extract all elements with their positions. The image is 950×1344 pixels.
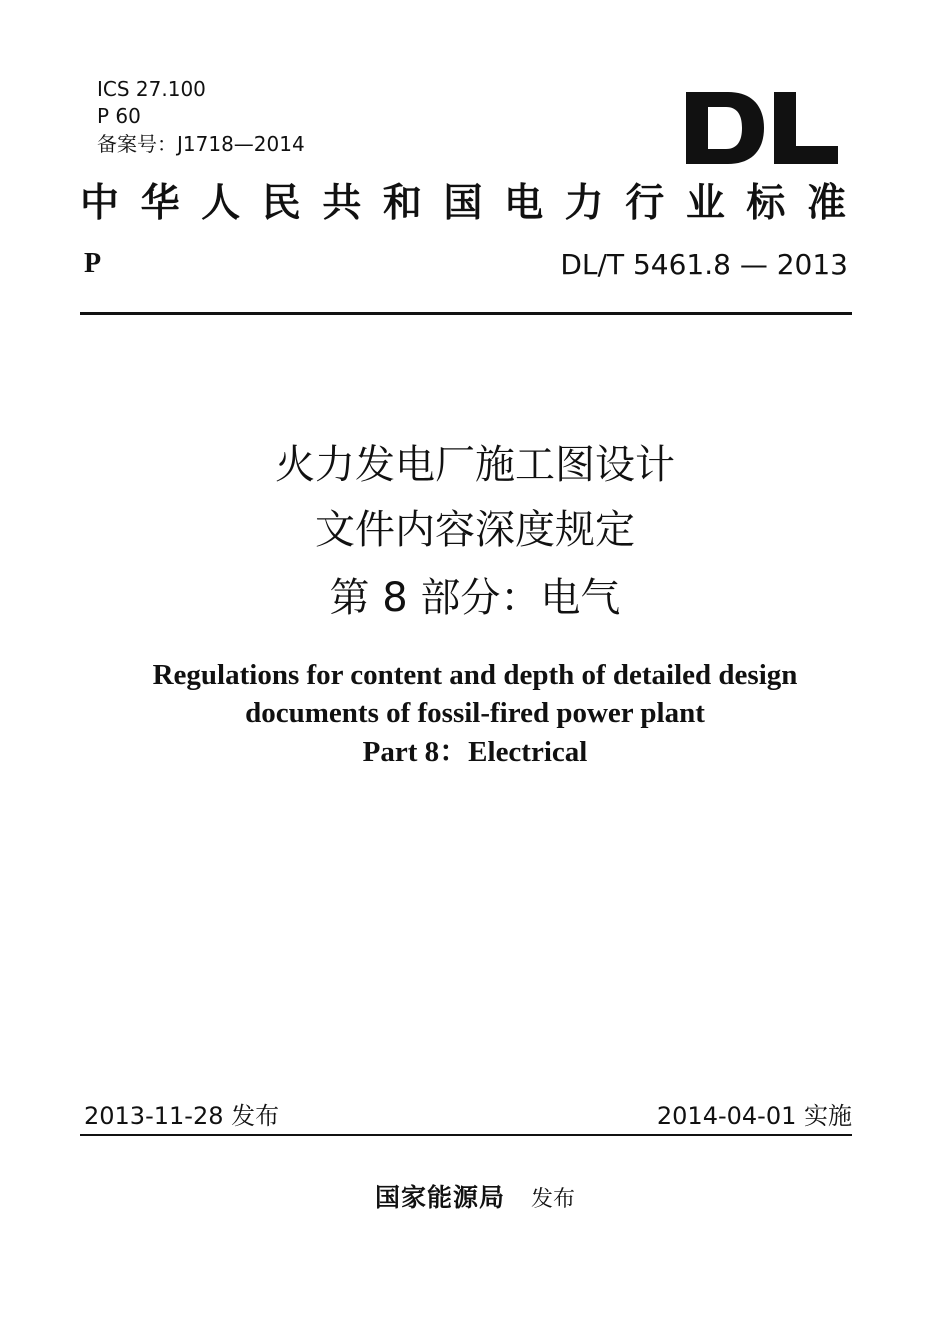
chinese-title-line-1: 火力发电厂施工图设计 <box>275 442 675 488</box>
english-title-line-3: Part 8：Electrical <box>362 736 588 768</box>
top-divider <box>80 312 852 315</box>
chinese-title-line-3: 第 8 部分：电气 <box>329 575 621 621</box>
standard-number: DL/T 5461.8 — 2013 <box>560 248 848 281</box>
effective-date: 2014-04-01 实施 <box>656 1102 852 1130</box>
chinese-title-line-2: 文件内容深度规定 <box>315 507 635 553</box>
ics-code: ICS 27.100 <box>97 77 206 101</box>
standard-title: 中华人民共和国电力行业标准 <box>80 182 852 225</box>
record-number: 备案号：J1718—2014 <box>97 132 305 156</box>
publisher-name: 国家能源局 <box>374 1185 505 1212</box>
classification-code: P 60 <box>97 104 141 128</box>
dl-logo <box>686 92 838 164</box>
english-title-line-2: documents of fossil-fired power plant <box>245 697 705 729</box>
bottom-divider <box>80 1134 852 1136</box>
english-title-line-1: Regulations for content and depth of detailed design <box>152 659 798 691</box>
publisher <box>0 1178 950 1214</box>
standard-category: P <box>84 248 102 279</box>
publisher-action: 发布 <box>531 1186 576 1211</box>
issue-date: 2013-11-28 发布 <box>84 1102 280 1130</box>
